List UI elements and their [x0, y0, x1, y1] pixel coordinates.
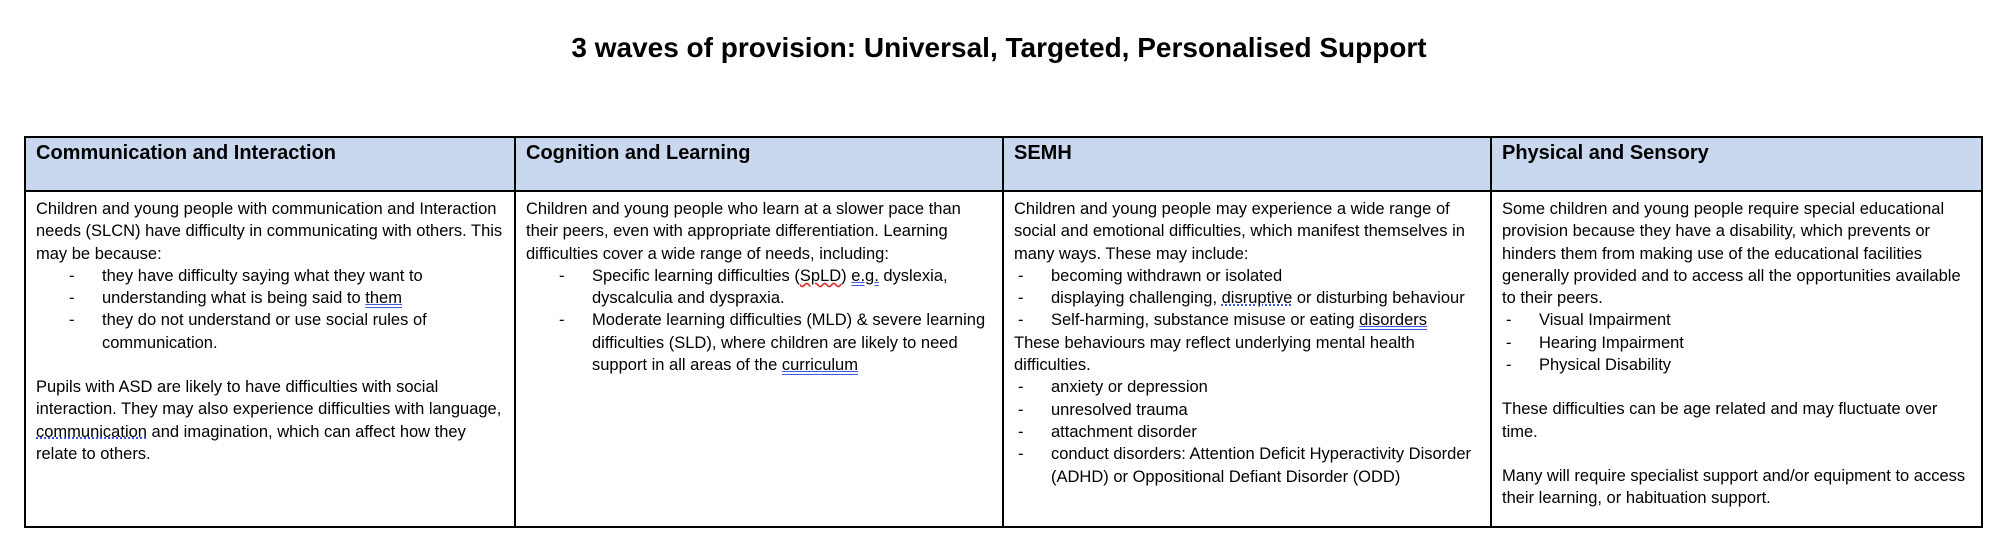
bullet-list: [1502, 309, 1971, 376]
list-item: [1014, 376, 1480, 398]
list-item-text: understanding what is being said to: [102, 289, 366, 308]
list-item: [1014, 421, 1480, 443]
list-item-text: unresolved trauma: [1051, 400, 1188, 419]
list-item: [1014, 287, 1480, 309]
dash-bullet: -: [1018, 378, 1024, 397]
paragraph: Many will require specialist support and/or equipment to access their learning, or habituation support.: [1502, 466, 1966, 508]
list-item-text: or disturbing behaviour: [1292, 289, 1465, 308]
list-item: [1014, 265, 1480, 287]
document-title: 3 waves of provision: Universal, Targeted, Personalised Support: [571, 32, 1427, 63]
dash-bullet: -: [69, 266, 75, 285]
paragraph-text: and imagination, which can affect how they relate to others.: [36, 422, 466, 463]
list-item: [1014, 399, 1480, 421]
dash-bullet: -: [1506, 333, 1512, 352]
provision-table: [24, 136, 1983, 528]
list-item-text: anxiety or depression: [1051, 378, 1208, 397]
header-cognition-learning: Cognition and Learning: [515, 137, 1003, 191]
intro-text: Children and young people may experience a wide range of social and emotional difficulties, which manifest themselves in many ways. These may include:: [1014, 200, 1465, 263]
list-item: [526, 309, 992, 376]
list-item-text: ): [841, 266, 852, 285]
grammar-flagged-word[interactable]: them: [365, 289, 402, 308]
list-item: [1502, 332, 1971, 354]
dash-bullet: -: [1018, 422, 1024, 441]
header-row: [25, 137, 1982, 191]
bullet-list: [36, 265, 504, 354]
list-item-text: conduct disorders: Attention Deficit Hyperactivity Disorder (ADHD) or Oppositional Defiant Disorder (ODD): [1051, 445, 1472, 486]
paragraph: [36, 376, 504, 465]
grammar-flagged-word[interactable]: disorders: [1359, 311, 1428, 330]
intro-text: Children and young people with communication and Interaction needs (SLCN) have difficulty in communicating with others. This may be because:: [36, 200, 503, 263]
list-item-text: Specific learning difficulties (: [592, 266, 800, 285]
bullet-list: [1014, 265, 1480, 332]
dash-bullet: -: [69, 289, 75, 308]
list-item: [36, 309, 504, 354]
grammar-flagged-word[interactable]: curriculum: [781, 356, 858, 375]
list-item-text: becoming withdrawn or isolated: [1051, 266, 1283, 285]
dash-bullet: -: [1506, 311, 1512, 330]
list-item-text: Moderate learning difficulties (MLD) & severe learning difficulties (SLD), where children are likely to need support in all areas of the: [592, 311, 986, 375]
paragraph: These behaviours may reflect underlying mental health difficulties.: [1014, 333, 1415, 375]
paragraph-text: Pupils with ASD are likely to have difficulties with social interaction. They may also experience difficulties with language,: [36, 378, 502, 419]
dash-bullet: -: [1018, 289, 1024, 308]
list-item-text: Physical Disability: [1539, 356, 1672, 375]
list-item-text: they do not understand or use social rules of communication.: [102, 311, 427, 352]
grammar-flagged-word[interactable]: e.g.: [851, 266, 879, 285]
list-item: [1502, 309, 1971, 331]
dash-bullet: -: [559, 311, 565, 330]
dash-bullet: -: [1018, 400, 1024, 419]
dash-bullet: -: [559, 266, 565, 285]
intro-text: Some children and young people require special educational provision because they have a disability, which prevents or hinders them from making use of the educational facilities generally provided and to access all the opportunities available to their peers.: [1502, 200, 1961, 308]
grammar-flagged-word[interactable]: communication: [36, 422, 147, 441]
dash-bullet: -: [1018, 445, 1024, 464]
list-item-text: displaying challenging,: [1051, 289, 1222, 308]
list-item: [1014, 309, 1480, 331]
cell-semh: [1003, 191, 1491, 527]
list-item-text: Self-harming, substance misuse or eating: [1051, 311, 1360, 330]
bullet-list: [1014, 376, 1480, 487]
dash-bullet: -: [1506, 356, 1512, 375]
list-item: [36, 287, 504, 309]
cell-physical-sensory: [1491, 191, 1982, 527]
paragraph: These difficulties can be age related and may fluctuate over time.: [1502, 400, 1938, 441]
cell-communication-interaction: [25, 191, 515, 527]
cell-cognition-learning: [515, 191, 1003, 527]
list-item-text: Visual Impairment: [1539, 311, 1671, 330]
bullet-list: [526, 265, 992, 376]
header-physical-sensory: Physical and Sensory: [1491, 137, 1982, 191]
list-item: [1502, 354, 1971, 376]
list-item-text: dyslexia, dyscalculia and dyspraxia.: [592, 266, 948, 308]
list-item: [1014, 443, 1480, 488]
header-communication-interaction: Communication and Interaction: [25, 137, 515, 191]
dash-bullet: -: [69, 311, 75, 330]
dash-bullet: -: [1018, 311, 1024, 330]
intro-text: Children and young people who learn at a slower pace than their peers, even with appropriate differentiation. Learning difficulties cover a wide range of needs, including:: [526, 200, 961, 263]
content-row: [25, 191, 1982, 527]
header-semh: SEMH: [1003, 137, 1491, 191]
list-item: [36, 265, 504, 287]
dash-bullet: -: [1018, 266, 1024, 285]
list-item-text: attachment disorder: [1051, 422, 1197, 441]
grammar-flagged-word[interactable]: disruptive: [1221, 289, 1293, 308]
list-item-text: they have difficulty saying what they want to: [102, 266, 423, 285]
list-item-text: Hearing Impairment: [1539, 333, 1684, 352]
list-item: [526, 265, 992, 310]
spelling-flagged-word[interactable]: SpLD: [799, 266, 842, 285]
